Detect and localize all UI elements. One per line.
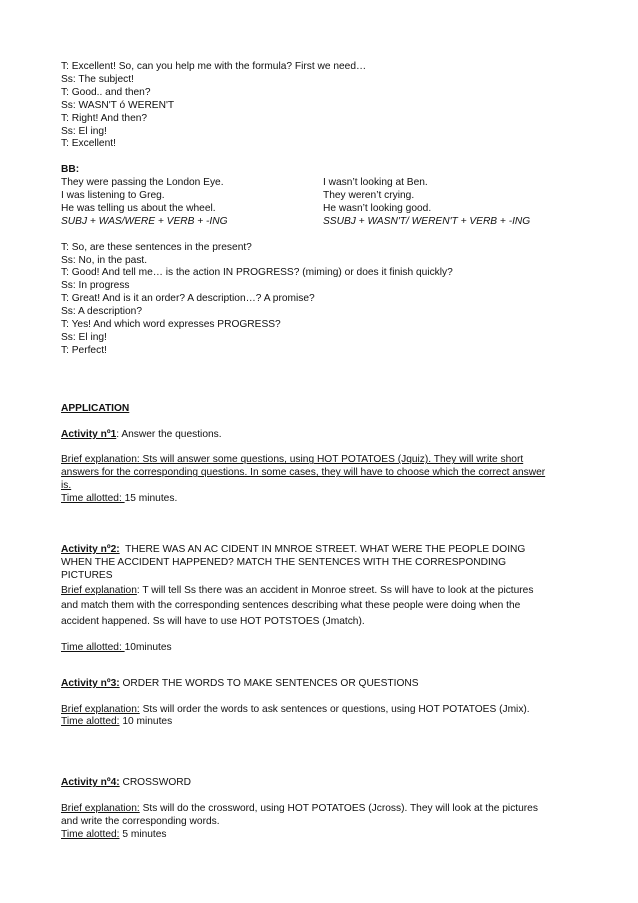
time-label: Time allotted: xyxy=(61,641,125,653)
activity-label: Activity nº3: xyxy=(61,677,120,689)
activity-title-line: WHEN THE ACCIDENT HAPPENED? MATCH THE SENTENCES WITH THE CORRESPONDING xyxy=(61,556,507,568)
blackboard-heading: BB: xyxy=(61,164,80,176)
blackboard-block xyxy=(61,164,581,229)
example-sentence: He wasn’t looking good. xyxy=(323,202,432,214)
dialogue-line: T: Good.. and then? xyxy=(61,86,151,98)
brief-text-line: and match them with the corresponding sentences describing what these people were doing when the xyxy=(61,600,521,612)
time-value: 15 minutes. xyxy=(124,493,178,505)
brief-explanation-line: is. xyxy=(61,480,72,492)
example-sentence: I was listening to Greg. xyxy=(61,190,165,202)
activity-title-line: PICTURES xyxy=(61,569,113,581)
activity-title: ORDER THE WORDS TO MAKE SENTENCES OR QUESTIONS xyxy=(119,677,419,689)
dialogue-line: Ss: El ing! xyxy=(61,332,107,343)
time-value: 10minutes xyxy=(124,641,172,653)
dialogue-line: Ss: No, in the past. xyxy=(61,254,148,266)
dialogue-line: Ss: A description? xyxy=(61,306,142,318)
dialogue-line: T: Good! And tell me… is the action IN PROGRESS? (miming) or does it finish quickly? xyxy=(61,267,453,279)
time-label: Time alotted: xyxy=(61,716,120,728)
dialogue-line: T: So, are these sentences in the present? xyxy=(61,241,252,253)
activity-1 xyxy=(61,429,581,506)
brief-text-line: accident happened. Ss will have to use HOT POTSTOES (Jmatch). xyxy=(61,615,365,627)
blackboard-right-column xyxy=(323,177,581,229)
brief-explanation-line: answers for the corresponding questions. In some cases, they will have to choose which the correct answer xyxy=(61,467,546,479)
activity-label: Activity nº1 xyxy=(61,428,117,440)
dialogue-line: T: Excellent! xyxy=(61,138,116,150)
activity-title: CROSSWORD xyxy=(119,777,191,789)
activity-label: Activity nº4: xyxy=(61,777,120,789)
example-sentence: He was telling us about the wheel. xyxy=(61,202,216,214)
activity-title: : Answer the questions. xyxy=(116,428,222,440)
example-sentence: They were passing the London Eye. xyxy=(61,177,224,189)
section-heading-application: APPLICATION xyxy=(61,402,130,414)
activity-label: Activity nº2: xyxy=(61,544,120,556)
time-label: Time alotted: xyxy=(61,828,120,840)
dialogue-line: T: Excellent! So, can you help me with the formula? First we need… xyxy=(61,61,367,72)
dialogue-line: T: Yes! And which word expresses PROGRESS? xyxy=(61,319,281,331)
time-value: 5 minutes xyxy=(119,828,167,840)
brief-label: Brief explanation xyxy=(61,584,137,596)
document-page xyxy=(61,61,581,842)
activity-4 xyxy=(61,777,581,842)
time-label: Time allotted: xyxy=(61,493,125,505)
brief-label: Brief explanation: xyxy=(61,803,140,815)
brief-explanation-line: Brief explanation: Sts will answer some questions, using HOT POTATOES (Jquiz). They will write short xyxy=(61,454,524,466)
brief-text-line: and write the corresponding words. xyxy=(61,816,220,828)
brief-text: Sts will order the words to ask sentences or questions, using HOT POTATOES (Jmix). xyxy=(139,703,530,715)
example-sentence: I wasn’t looking at Ben. xyxy=(323,177,428,189)
dialogue-line: Ss: WASN'T ó WEREN'T xyxy=(61,99,175,111)
dialogue-block-2 xyxy=(61,242,581,358)
grammar-formula: SUBJ + WAS/WERE + VERB + -ING xyxy=(61,215,228,227)
dialogue-block-1 xyxy=(61,61,581,151)
dialogue-line: Ss: In progress xyxy=(61,280,130,292)
dialogue-line: T: Right! And then? xyxy=(61,112,148,124)
brief-text: Sts will do the crossword, using HOT POTATOES (Jcross). They will look at the pictures xyxy=(139,803,538,815)
grammar-formula: SSUBJ + WASN'T/ WEREN'T + VERB + -ING xyxy=(323,215,531,227)
dialogue-line: Ss: El ing! xyxy=(61,125,107,137)
dialogue-line: T: Great! And is it an order? A description…? A promise? xyxy=(61,293,315,305)
activity-3 xyxy=(61,678,581,730)
dialogue-line: Ss: The subject! xyxy=(61,73,134,85)
blackboard-left-column xyxy=(61,177,323,229)
dialogue-line: T: Perfect! xyxy=(61,344,107,356)
time-value: 10 minutes xyxy=(119,716,173,728)
brief-label: Brief explanation: xyxy=(61,703,140,715)
brief-text: : T will tell Ss there was an accident in Monroe street. Ss will have to look at the pictures xyxy=(136,584,534,596)
example-sentence: They weren’t crying. xyxy=(323,190,415,202)
activity-title: THERE WAS AN AC CIDENT IN MNROE STREET. WHAT WERE THE PEOPLE DOING xyxy=(119,544,526,556)
activity-2 xyxy=(61,544,581,655)
